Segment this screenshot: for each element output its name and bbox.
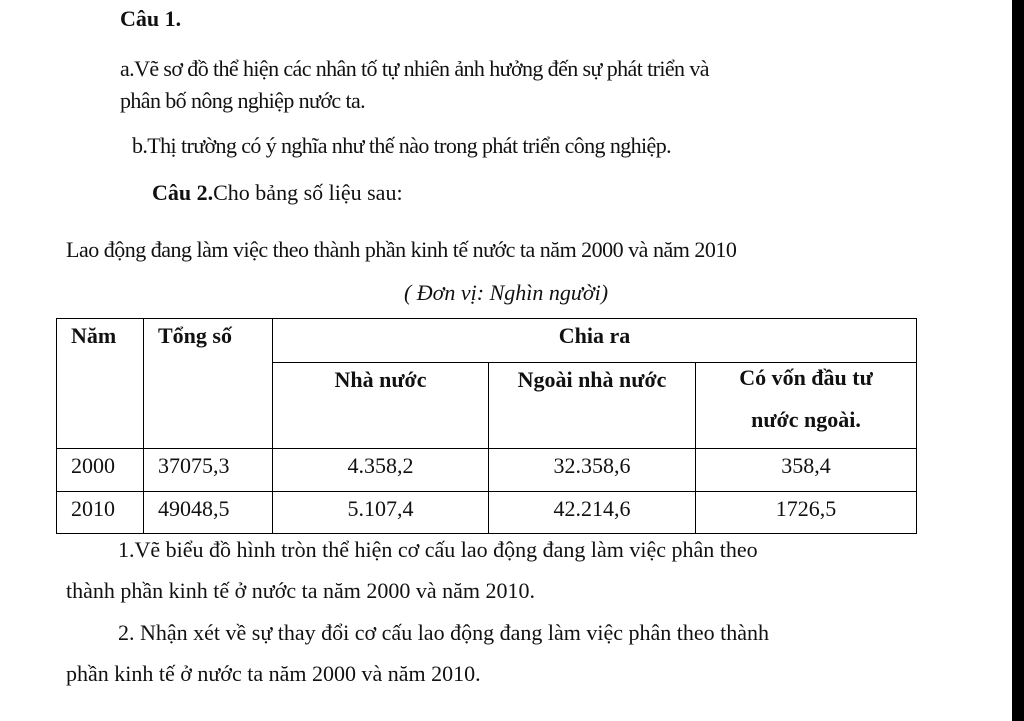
q1-b: b.Thị trường có ý nghĩa như thế nào trong phát triển công nghiệp. xyxy=(132,133,672,158)
cell-state: 4.358,2 xyxy=(273,449,489,492)
task1-line1: 1.Vẽ biểu đồ hình tròn thể hiện cơ cấu lao động đang làm việc phân theo xyxy=(118,537,758,562)
cell-total: 37075,3 xyxy=(144,449,273,492)
header-non-state: Ngoài nhà nước xyxy=(489,363,696,449)
cell-state: 5.107,4 xyxy=(273,492,489,534)
q2-intro-line xyxy=(152,180,403,206)
task2-line1: 2. Nhận xét về sự thay đổi cơ cấu lao động đang làm việc phân theo thành xyxy=(118,620,769,645)
task2-line2: phần kinh tế ở nước ta năm 2000 và năm 2010. xyxy=(66,661,481,686)
table-row xyxy=(57,492,917,534)
q2-label: Câu 2. xyxy=(152,180,214,205)
header-year: Năm xyxy=(57,319,144,449)
header-foreign-line1: Có vốn đầu tư xyxy=(739,365,873,390)
header-state: Nhà nước xyxy=(273,363,489,449)
table-unit: ( Đơn vị: Nghìn người) xyxy=(403,280,609,305)
cell-non-state: 32.358,6 xyxy=(489,449,696,492)
cell-year: 2010 xyxy=(57,492,144,534)
q2-intro: Cho bảng số liệu sau: xyxy=(213,180,403,205)
header-split: Chia ra xyxy=(273,319,917,363)
task1-line2: thành phần kinh tế ở nước ta năm 2000 và năm 2010. xyxy=(66,578,535,603)
q1-a-line1: a.Vẽ sơ đồ thể hiện các nhân tố tự nhiên ảnh hưởng đến sự phát triển và xyxy=(120,56,709,81)
table-row xyxy=(57,449,917,492)
table-header-row xyxy=(57,319,917,363)
table-title: Lao động đang làm việc theo thành phần kinh tế nước ta năm 2000 và năm 2010 xyxy=(66,237,737,262)
cell-total: 49048,5 xyxy=(144,492,273,534)
right-frame-border xyxy=(1012,0,1024,721)
header-total: Tổng số xyxy=(144,319,273,449)
cell-foreign: 1726,5 xyxy=(696,492,917,534)
data-table xyxy=(56,318,917,534)
cell-non-state: 42.214,6 xyxy=(489,492,696,534)
q1-title: Câu 1. xyxy=(120,6,182,31)
q1-a-line2: phân bố nông nghiệp nước ta. xyxy=(120,88,366,113)
cell-year: 2000 xyxy=(57,449,144,492)
cell-foreign: 358,4 xyxy=(696,449,917,492)
header-foreign xyxy=(696,363,917,449)
header-foreign-line2: nước ngoài. xyxy=(751,407,861,432)
